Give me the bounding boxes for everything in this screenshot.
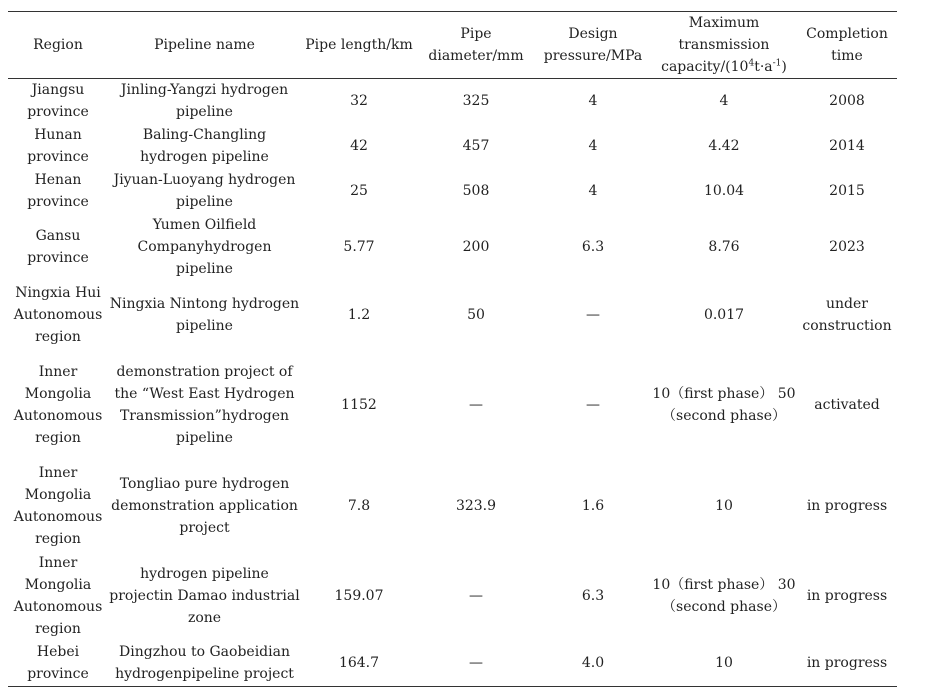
cell-diameter: — bbox=[469, 655, 483, 672]
cell-length: 164.7 bbox=[338, 655, 380, 672]
pipeline-table-container bbox=[8, 11, 897, 687]
cell-length: 25 bbox=[350, 182, 368, 199]
cell-pressure: 1.6 bbox=[581, 497, 605, 514]
cell-capacity: 0.017 bbox=[703, 306, 745, 323]
cell-diameter: — bbox=[469, 587, 483, 604]
cell-pressure: 6.3 bbox=[581, 587, 605, 604]
cell-capacity: 10 bbox=[715, 655, 733, 672]
header-max-capacity-prefix: Maximum transmission capacity/(10 bbox=[661, 15, 770, 75]
cell-pipeline-name: Yumen Oilfield Companyhydrogen pipeline bbox=[137, 216, 272, 277]
cell-pressure: 4 bbox=[588, 93, 598, 110]
cell-pipeline-name: Baling-Changling hydrogen pipeline bbox=[140, 127, 269, 165]
cell-diameter: 508 bbox=[462, 182, 490, 199]
table-row bbox=[8, 79, 897, 124]
cell-length: 7.8 bbox=[347, 497, 371, 514]
cell-capacity: 8.76 bbox=[708, 238, 740, 255]
cell-region: Henan province bbox=[27, 171, 89, 210]
header-design-pressure: Design pressure/MPa bbox=[543, 26, 643, 64]
cell-capacity: 4.42 bbox=[708, 138, 740, 154]
cell-completion: in progress bbox=[806, 497, 888, 514]
cell-completion: in progress bbox=[806, 655, 888, 672]
cell-completion: 2023 bbox=[829, 238, 865, 255]
header-max-capacity-mid: t·a bbox=[754, 59, 773, 75]
header-pipe-length: Pipe length/km bbox=[305, 37, 413, 53]
header-completion-time: Completion time bbox=[806, 26, 888, 64]
header-max-capacity-suffix: ) bbox=[781, 59, 787, 75]
cell-length: 32 bbox=[350, 93, 368, 110]
header-pipe-diameter: Pipe diameter/mm bbox=[428, 26, 524, 64]
header-max-capacity bbox=[651, 12, 797, 79]
cell-completion: under construction bbox=[802, 295, 892, 334]
cell-pipeline-name: demonstration project of the “West East Hydrogen Transmission”hydrogen pipeline bbox=[114, 363, 295, 446]
cell-completion: 2015 bbox=[829, 182, 865, 199]
table-row bbox=[8, 213, 897, 281]
table-row bbox=[8, 169, 897, 213]
cell-pressure: 4.0 bbox=[581, 655, 605, 672]
cell-diameter: — bbox=[469, 396, 483, 413]
cell-pipeline-name: hydrogen pipeline projectin Damao industrial zone bbox=[109, 565, 300, 626]
hydrogen-pipeline-table bbox=[8, 11, 897, 687]
cell-pressure: — bbox=[586, 306, 600, 323]
table-row bbox=[8, 551, 897, 641]
cell-pipeline-name: Dingzhou to Gaobeidian hydrogenpipeline project bbox=[115, 644, 294, 683]
table-row bbox=[8, 281, 897, 349]
cell-pressure: 6.3 bbox=[581, 238, 605, 255]
cell-diameter: 200 bbox=[462, 238, 490, 255]
cell-region: Inner Mongolia Autonomous region bbox=[13, 363, 103, 446]
cell-pipeline-name: Jiyuan-Luoyang hydrogen pipeline bbox=[113, 171, 296, 210]
cell-length: 1.2 bbox=[347, 306, 371, 323]
cell-length: 1152 bbox=[341, 396, 377, 413]
table-row bbox=[8, 641, 897, 687]
header-max-capacity-exp2: -1 bbox=[772, 58, 782, 69]
cell-region: Hunan province bbox=[27, 127, 89, 165]
header-pipeline-name: Pipeline name bbox=[154, 37, 255, 53]
cell-pressure: — bbox=[586, 396, 600, 413]
cell-pipeline-name: Jinling-Yangzi hydrogen pipeline bbox=[120, 82, 289, 121]
cell-diameter: 325 bbox=[462, 93, 490, 110]
cell-completion: activated bbox=[814, 396, 880, 413]
cell-completion: 2008 bbox=[829, 93, 865, 110]
header-region: Region bbox=[33, 37, 83, 53]
cell-region: Ningxia Hui Autonomous region bbox=[13, 284, 103, 345]
cell-completion: in progress bbox=[806, 587, 888, 604]
cell-diameter: 457 bbox=[462, 138, 490, 154]
header-max-capacity-exp: 4 bbox=[748, 58, 755, 69]
cell-pressure: 4 bbox=[588, 182, 598, 199]
cell-pressure: 4 bbox=[588, 138, 598, 154]
cell-diameter: 50 bbox=[467, 306, 485, 323]
table-row bbox=[8, 461, 897, 551]
table-row bbox=[8, 349, 897, 461]
cell-length: 159.07 bbox=[334, 587, 384, 604]
cell-region: Inner Mongolia Autonomous region bbox=[13, 554, 103, 637]
cell-region: Gansu province bbox=[27, 227, 89, 266]
cell-capacity: 10（first phase） 50（second phase） bbox=[652, 385, 796, 424]
cell-pipeline-name: Tongliao pure hydrogen demonstration application project bbox=[111, 475, 298, 536]
cell-region: Hebei province bbox=[27, 644, 89, 683]
cell-length: 5.77 bbox=[343, 238, 375, 255]
table-row bbox=[8, 124, 897, 169]
cell-pipeline-name: Ningxia Nintong hydrogen pipeline bbox=[109, 295, 300, 334]
cell-length: 42 bbox=[350, 138, 368, 154]
cell-region: Jiangsu province bbox=[27, 82, 89, 121]
cell-capacity: 4 bbox=[719, 93, 729, 110]
cell-capacity: 10.04 bbox=[703, 182, 745, 199]
cell-completion: 2014 bbox=[829, 138, 865, 154]
cell-region: Inner Mongolia Autonomous region bbox=[13, 464, 103, 547]
cell-capacity: 10（first phase） 30（second phase） bbox=[652, 576, 796, 615]
cell-diameter: 323.9 bbox=[455, 497, 497, 514]
table-header-row bbox=[8, 12, 897, 79]
cell-capacity: 10 bbox=[715, 497, 733, 514]
